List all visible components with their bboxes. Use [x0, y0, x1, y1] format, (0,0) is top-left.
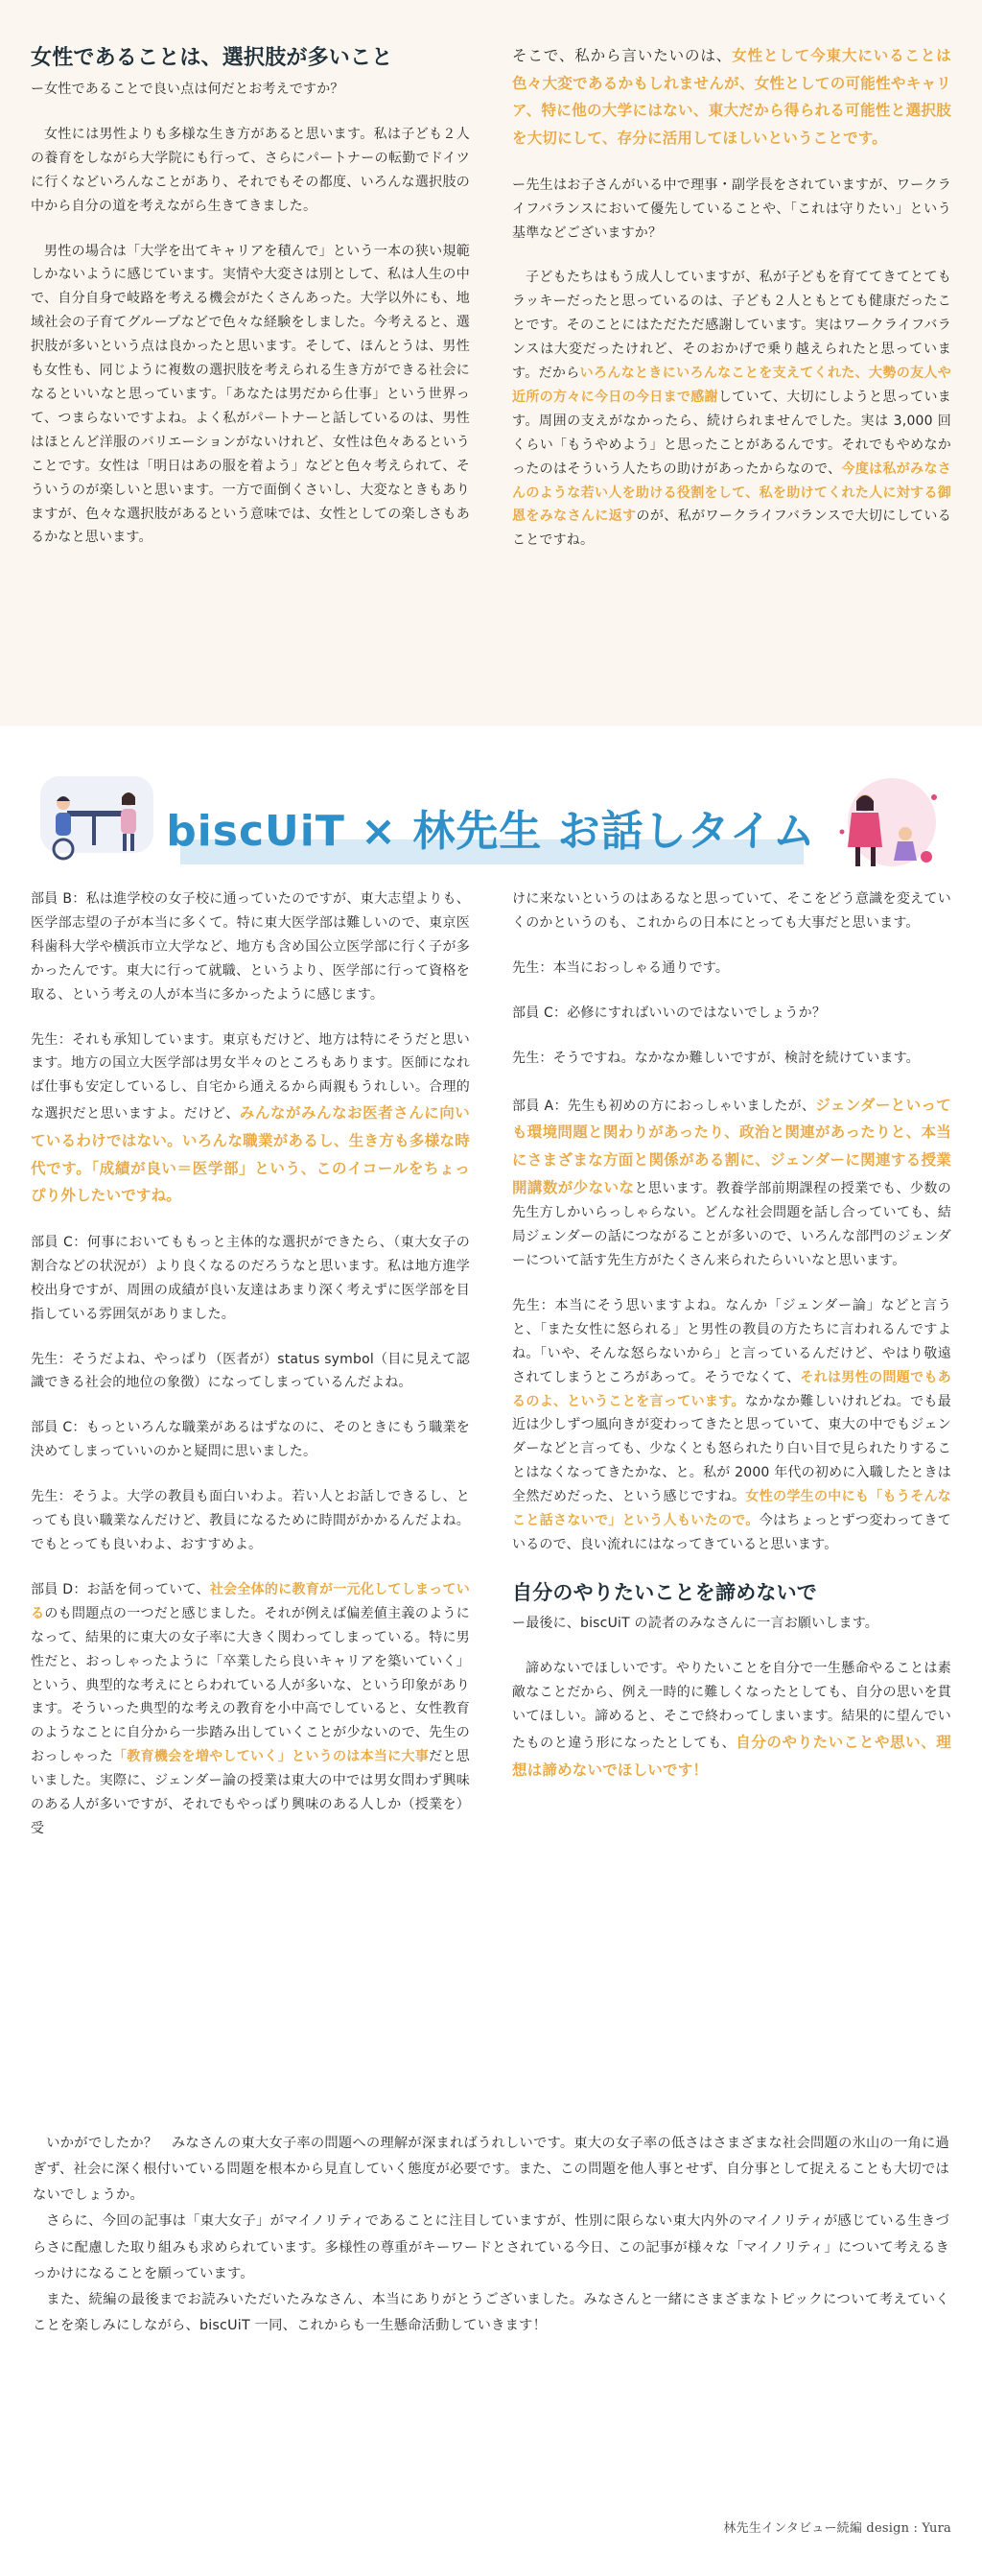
dialogue-left-column	[31, 887, 470, 2108]
highlight-text: 女性の学生の中にも「もうそんなこと話さないで」という人もいたので。	[512, 1489, 951, 1529]
highlight-text: いろんなときにいろんなことを支えてくれた、大勢の友人や近所の方々に今日の今日まで感謝	[512, 366, 951, 405]
dialogue-paragraph	[31, 1578, 470, 1841]
answer-paragraph: 女性には男性よりも多様な生き方があると思います。私は子ども２人の養育をしながら大学院にも行って、さらにパートナーの転勤でドイツに行くなどいろんなことがあり、それでもその都度、いろんな選択肢の中から自分の道を考えながら生きてきました。	[31, 126, 470, 214]
interview-question: ー先生はお子さんがいる中で理事・副学長をされていますが、ワークライフバランスにおいて優先していることや、「これは守りたい」という基準などございますか？	[512, 177, 951, 241]
text: のが、私がワークライフバランスで大切にしていることですね。	[512, 508, 952, 549]
highlight-text: みんながみんなお医者さんに向いているわけではない。いろんな職業があるし、生き方も多様な時代です。「成績が良い＝医学部」という、このイコールをちょっぴり外したいですね。	[31, 1104, 470, 1205]
highlight-text: ジェンダーといっても環境問題と関わりがあったり、政治と関連があったりと、本当にさまざまな方面と関係がある割に、ジェンダーに関連する授業開講数が少ないな	[512, 1096, 951, 1196]
answer-paragraph	[512, 1657, 951, 1784]
closing-paragraph: いかがでしたか？ みなさんの東大女子率の問題への理解が深まればうれしいです。東大の女子率の低さはさまざまな社会問題の氷山の一角に過ぎず、社会に深く根付いている問題を根本から見直していく態度が必要です。また、この問題を他人事とせず、自分事として捉えることも大切ではないでしょうか。	[33, 2136, 949, 2204]
answer-paragraph	[512, 266, 951, 553]
highlight-text: 自分のやりたいことや思い、理想は諦めないでほしいです！	[512, 1734, 951, 1779]
text: なかなか難しいけれどね。でも最近は少しずつ風向きが変わってきたと思っていて、東大の中でもジェンダーなどと言っても、少なくとも怒られたり白い目で見られたりすることはなくなってきたかな、と。私が 2000 年代の初めに入職したときは全然だめだった、という感じですね。	[512, 1393, 952, 1505]
dialogue-paragraph: 部員 C：必修にすればいいのではないでしょうか？	[512, 1004, 827, 1021]
woman-with-child-illustration	[823, 774, 947, 874]
talk-banner	[0, 726, 982, 880]
highlight-text: 今度は私がみなさんのような若い人を助ける役割をして、私を助けてくれた人に対する御恩をみなさんに返す	[512, 461, 951, 525]
dialogue-paragraph	[512, 1092, 951, 1273]
text: 部員 D：お話を伺っていて、	[31, 1581, 210, 1597]
interview-question: ー女性であることで良い点は何だとお考えですか？	[31, 82, 344, 97]
text: 今はちょっとずつ変わってきているので、良い流れにはなってきていると思います。	[512, 1513, 951, 1552]
answer-paragraph: 男性の場合は「大学を出てキャリアを積んで」という一本の狭い規範しかないように感じています。実情や大変さは別として、私は人生の中で、自分自身で岐路を考える機会がたくさんあった。大学以外にも、地域社会の子育てグループなどで色々な経験をしました。今考えると、選択肢が多いという点は良かったと思います。そして、ほんとうは、男性も女性も、同じように複数の選択肢を考えられる生き方ができる社会になるといいなと思っています。「あなたは男だから仕事」という世界って、つまらないですよね。よく私がパートナーと話しているのは、男性はほとんど洋服のバリエーションがないけれど、女性は色々あるということです。女性は「明日はあの服を着よう」などと色々考えられて、そういうのが楽しいと思います。一方で面倒くさいし、大変なときもありますが、色々な選択肢があるという意味では、女性としての楽しさもあるかなと思います。	[31, 243, 470, 546]
dialogue-paragraph: 部員 C：何事においてももっと主体的な選択ができたら、（東大女子の割合などの状況が）より良くなるのだろうなと思います。私は地方進学校出身ですが、周囲の成績が良い友達はあまり深く考えずに医学部を目指している雰囲気がありました。	[31, 1234, 470, 1322]
dialogue-paragraph: 部員 B：私は進学校の女子校に通っていたのですが、東大志望よりも、医学部志望の子が本当に多くて。特に東大医学部は難しいので、東京医科歯科大学や横浜市立大学など、地方も含め国公立医学部に行く子が多かったんです。東大に行って就職、というより、医学部に行って資格を取る、という考えの人が本当に多かったように感じます。	[31, 891, 470, 1003]
highlight-text: 社会全体的に教育が一元化してしまっている	[31, 1581, 470, 1621]
text: 部員 A：先生も初めの方におっしゃいましたが、	[512, 1098, 816, 1114]
closing-section	[0, 2108, 982, 2405]
dialogue-paragraph	[512, 1294, 951, 1557]
design-credit: 林先生インタビュー続編 design : Yura	[723, 2521, 951, 2536]
dialogue-paragraph: けに来ないというのはあるなと思っていて、そこをどう意識を変えていくのかというのも、これからの日本にとっても大事だと思います。	[512, 891, 951, 931]
text: そこで、私から言いたいのは、	[512, 47, 733, 64]
section-title: 女性であることは、選択肢が多いこと	[31, 46, 393, 70]
text: 子どもたちはもう成人していますが、私が子どもを育ててきてとてもラッキーだったと思っているのは、子ども２人ともとても健康だったことです。そのことにはただただ感謝しています。実はワークライフバランスは大変だったけれど、そのおかげで乗り越えられたと思っています。だから	[512, 270, 951, 382]
dialogue-paragraph: 先生：そうよ。大学の教員も面白いわよ。若い人とお話しできるし、とっても良い職業なんだけど、教員になるために時間がかかるんだよね。でもとっても良いわよ、おすすめよ。	[31, 1489, 470, 1552]
closing-paragraph: さらに、今回の記事は「東大女子」がマイノリティであることに注目していますが、性別に限らない東大内外のマイノリティが感じている生きづらさに配慮した取り組みも求められています。多様性の尊重がキーワードとされている今日、この記事が様々な「マイノリティ」について考えるきっかけになることを願っています。	[33, 2213, 949, 2281]
text: 諦めないでほしいです。やりたいことを自分で一生懸命やることは素敵なことだから、例え一時的に難しくなったとしても、自分の思いを貫いてほしい。諦めると、そこで終わってしまいます。結果的に望んでいたものと違う形になったとしても、	[512, 1661, 951, 1752]
dialogue-paragraph	[31, 1028, 470, 1210]
dialogue-section	[0, 880, 982, 2108]
dialogue-paragraph: 部員 C：もっといろんな職業があるはずなのに、そのときにもう職業を決めてしまっていいのかと疑問に思いました。	[31, 1420, 470, 1460]
interview-question: ー最後に、biscUiT の読者のみなさんに一言お願いします。	[512, 1616, 878, 1632]
highlight-text: 「教育機会を増やしていく」というのは本当に大事	[112, 1749, 430, 1765]
top-section	[0, 0, 982, 726]
dialogue-paragraph: 先生：そうですね。なかなか難しいですが、検討を続けています。	[512, 1050, 920, 1066]
text: だと思いました。実際に、ジェンダー論の授業は東大の中では男女問わず興味のある人が多いですが、それでもやっぱり興味のある人しか（授業を）受	[31, 1749, 471, 1836]
text: 先生：本当にそう思いますよね。なんか「ジェンダー論」などと言うと、「また女性に怒られる」と男性の教員の方たちに言われるんですよね。「いや、そんな怒らないから」と言っているんだけど、やはり敬遠されてしまうところがあって。そうでなくて、	[512, 1297, 951, 1385]
dialogue-paragraph: 先生：そうだよね、やっぱり（医者が）status symbol（目に見えて認識できる社会的地位の象徴）になってしまっているんだよね。	[31, 1351, 470, 1391]
text: のも問題点の一つだと感じました。それが例えば偏差値主義のようになって、結果的に東大の女子率に大きく関わってしまっている。特に男性だと、おっしゃったように「卒業したら良いキャリアを築いていく」という、典型的な考えにとらわれている人が多いな、という印象があります。そういった典型的な考えの教育を小中高でしていると、女性教育のようなことに自分から一歩踏み出していくことが少ないので、先生のおっしゃった	[31, 1605, 471, 1765]
text: と思います。教養学部前期課程の授業でも、少数の先生方しかいらっしゃらない。どんな社会問題を話し合っていても、結局ジェンダーの話につながることが多いので、いろんな部門のジェンダーについて話す先生方がたくさん来られたらいいなと思います。	[512, 1180, 951, 1269]
highlight-text: 女性として今東大にいることは色々大変であるかもしれませんが、女性としての可能性やキャリア、特に他の大学にはない、東大だから得られる可能性と選択肢を大切にして、存分に活用してほしいということです。	[512, 47, 951, 148]
text: していて、大切にしようと思っています。周囲の支えがなかったら、続けられませんでした。実は 3,000 回くらい「もうやめよう」と思ったことがあるんです。それでもやめなかったのはそういう人たちの助けがあったからなので、	[512, 389, 951, 477]
text: 先生：それも承知しています。東京もだけど、地方は特にそうだと思います。地方の国立大医学部は男女半々のところもあります。医師になれば仕事も安定しているし、自宅から通えるから両親もうれしい。合理的な選択だと思いますよ。だけど、	[31, 1031, 470, 1123]
answer-paragraph	[512, 42, 951, 153]
section-subtitle: 自分のやりたいことを諦めないで	[512, 1580, 817, 1604]
top-right-column	[512, 42, 951, 703]
dialogue-right-column	[512, 887, 951, 2108]
banner-title: biscUiT × 林先生 お話しタイム	[166, 807, 816, 856]
highlight-text: それは男性の問題でもあるのよ、ということを言っています。	[512, 1369, 952, 1409]
dialogue-paragraph: 先生：本当におっしゃる通りです。	[512, 959, 730, 976]
closing-paragraph: また、続編の最後までお読みいただいたみなさん、本当にありがとうございました。みなさんと一緒にさまざまなトピックについて考えていくことを楽しみにしながら、biscUiT 一同、これからも一生懸命活動していきます！	[33, 2291, 949, 2334]
top-left-column	[31, 42, 470, 703]
